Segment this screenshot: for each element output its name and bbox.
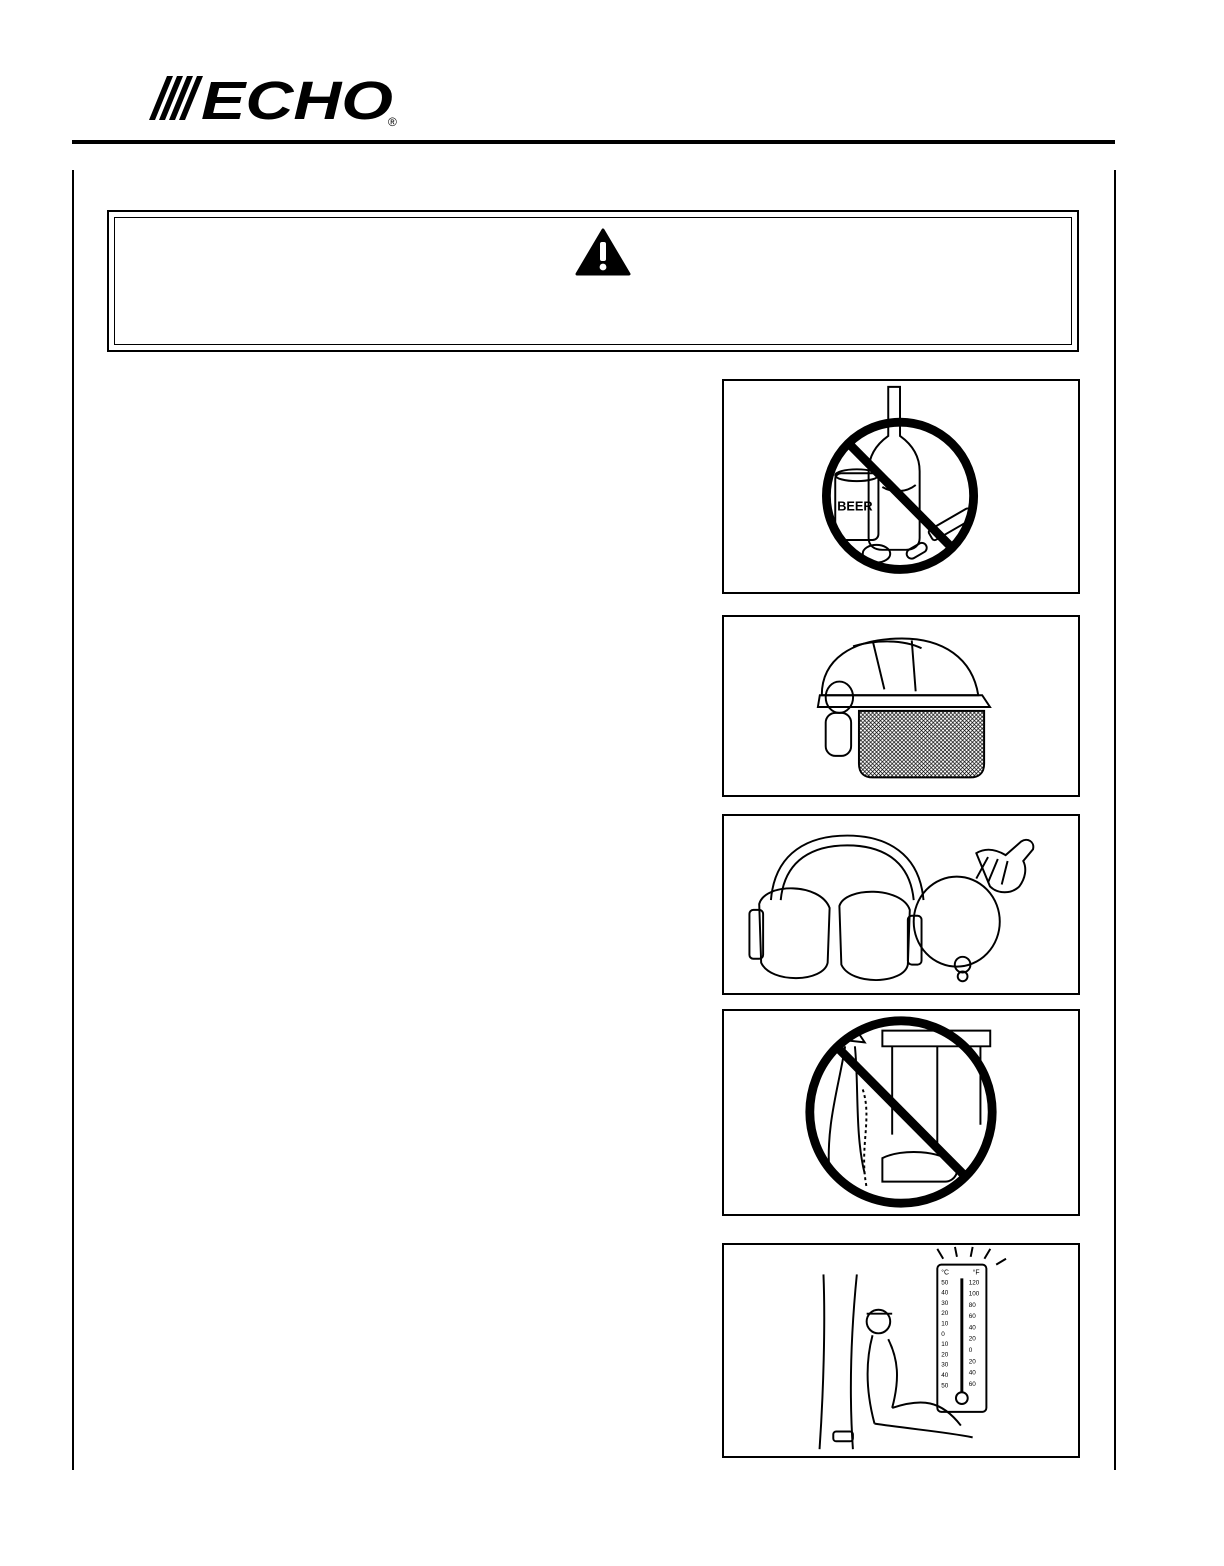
fahrenheit-tick-label: 80 (968, 1301, 976, 1309)
fahrenheit-tick-label: 120 (968, 1279, 980, 1287)
fahrenheit-tick-label: 60 (968, 1380, 976, 1388)
celsius-tick-label: 20 (941, 1310, 949, 1318)
celsius-tick-label: 0 (941, 1330, 945, 1338)
celsius-tick-label: 10 (941, 1341, 949, 1349)
fahrenheit-tick-label: 60 (968, 1313, 976, 1321)
fahrenheit-tick-label: 40 (968, 1369, 976, 1377)
celsius-tick-label: 20 (941, 1351, 949, 1359)
celsius-tick-label: 30 (941, 1361, 949, 1369)
right-margin-rule (1114, 170, 1116, 1470)
no-loose-clothing-drawing (724, 1011, 1078, 1214)
fahrenheit-tick-label: 40 (968, 1324, 976, 1332)
no-alcohol-drugs-drawing (724, 381, 1078, 592)
header-rule (72, 140, 1115, 144)
warning-triangle-icon (575, 228, 631, 276)
left-margin-rule (72, 170, 74, 1470)
earmuffs-gloves-illustration (722, 814, 1080, 995)
celsius-tick-label: 10 (941, 1320, 949, 1328)
helmet-drawing (724, 617, 1078, 795)
beer-can-label: BEER (837, 498, 873, 514)
no-loose-clothing-illustration (722, 1009, 1080, 1216)
celsius-tick-label: 50 (941, 1382, 949, 1390)
celsius-tick-label: 40 (941, 1289, 949, 1297)
fahrenheit-label: °F (972, 1269, 980, 1277)
celsius-tick-label: 30 (941, 1299, 949, 1307)
echo-logo (145, 72, 405, 128)
earmuffs-gloves-drawing (724, 816, 1078, 993)
fahrenheit-tick-label: 20 (968, 1358, 976, 1366)
no-alcohol-drugs-illustration (722, 379, 1080, 594)
celsius-tick-label: 50 (941, 1279, 949, 1287)
helmet-face-shield-illustration (722, 615, 1080, 797)
heat-exhaustion-illustration (722, 1243, 1080, 1458)
heat-exhaustion-drawing (724, 1245, 1078, 1456)
registered-mark: ® (388, 115, 397, 128)
fahrenheit-tick-label: 0 (968, 1346, 973, 1354)
fahrenheit-tick-label: 100 (968, 1290, 980, 1298)
logo-wordmark: ECHO (201, 72, 393, 128)
celsius-tick-label: 40 (941, 1371, 949, 1379)
celsius-label: °C (941, 1269, 949, 1277)
fahrenheit-tick-label: 20 (968, 1335, 976, 1343)
